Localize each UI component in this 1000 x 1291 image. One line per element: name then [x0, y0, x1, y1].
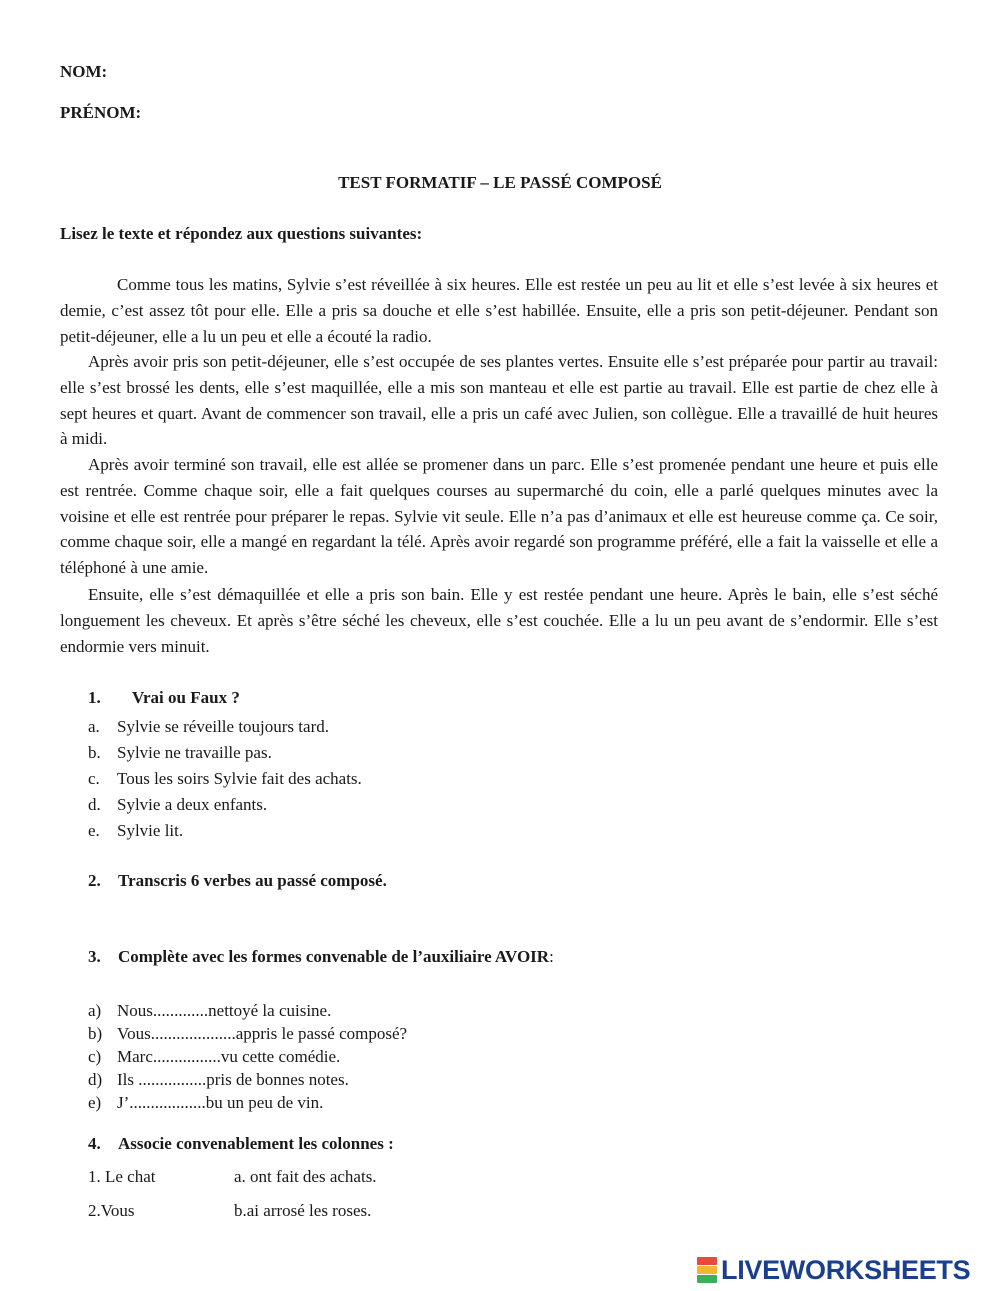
list-marker: e) [88, 1093, 102, 1112]
question-4-title: Associe convenablement les colonnes : [118, 1134, 394, 1153]
list-marker: b) [88, 1024, 103, 1043]
question-2-title: Transcris 6 verbes au passé composé. [118, 871, 387, 890]
list-item [88, 999, 407, 1022]
column-left-item-1: 1. Le chat [88, 1167, 156, 1186]
list-item [88, 714, 362, 740]
list-item [88, 818, 362, 844]
column-right-item-a: a. ont fait des achats. [234, 1167, 377, 1186]
list-item-text: J’..................bu un peu de vin. [117, 1093, 324, 1112]
page-title: TEST FORMATIF – LE PASSÉ COMPOSÉ [338, 173, 662, 192]
question-3-list [88, 999, 407, 1114]
question-2-number: 2. [88, 871, 101, 890]
text-paragraph-4-content: Ensuite, elle s’est démaquillée et elle a pris son bain. Elle y est restée pendant une heure. Après le bain, elle s’est séché longuement les cheveux. Et après s’être séché les cheveux, elle s’est couchée. Elle a lu un peu avant de s’endormir. Elle s’est endormie vers minuit. [60, 585, 938, 656]
list-item-text: Nous.............nettoyé la cuisine. [117, 1001, 332, 1020]
list-item-text: Sylvie ne travaille pas. [117, 743, 272, 762]
question-1-title: Vrai ou Faux ? [132, 688, 240, 707]
logo-bar [697, 1257, 717, 1265]
question-3-heading [88, 947, 554, 967]
question-3-number: 3. [88, 947, 101, 966]
text-paragraph-2-content: Après avoir pris son petit-déjeuner, elle s’est occupée de ses plantes vertes. Ensuite elle s’est préparée pour partir au travail: elle s’est brossé les dents, elle s’est maquillée, elle a mis son manteau et elle est partie au travail. Elle est partie de chez elle à sept heures et quart. Avant de commencer son travail, elle a pris un café avec Julien, son collègue. Elle a travaillé de huit heures à midi. [60, 352, 938, 449]
list-item [88, 1068, 407, 1091]
list-item [88, 1045, 407, 1068]
list-item-text: Sylvie lit. [117, 821, 184, 840]
text-paragraph-3-content: Après avoir terminé son travail, elle est allée se promener dans un parc. Elle s’est promenée pendant une heure et puis elle est rentrée. Comme chaque soir, elle a fait quelques courses au supermarché du coin, elle a parlé quelques minutes avec la voisine et elle est rentrée pour préparer le repas. Sylvie vit seule. Elle n’a pas d’animaux et elle est heureuse comme ça. Ce soir, comme chaque soir, elle a mangé en regardant la télé. Après avoir regardé son programme préféré, elle a fait la vaisselle et elle a téléphoné à une amie. [60, 455, 938, 578]
question-3-colon: : [549, 947, 554, 966]
list-item-text: Sylvie a deux enfants. [117, 795, 268, 814]
list-marker: d) [88, 1070, 103, 1089]
list-item-text: Marc................vu cette comédie. [117, 1047, 341, 1066]
list-item [88, 792, 362, 818]
column-right-item-b: b.ai arrosé les roses. [234, 1201, 372, 1220]
list-item-text: Sylvie se réveille toujours tard. [117, 717, 329, 736]
list-marker: b. [88, 743, 101, 762]
list-item [88, 766, 362, 792]
column-left-item-2: 2.Vous [88, 1201, 135, 1220]
question-1-list [88, 714, 362, 844]
prenom-label: PRÉNOM: [60, 103, 142, 122]
question-1-heading [88, 688, 240, 708]
logo-text: LIVEWORKSHEETS [721, 1255, 971, 1285]
list-item [88, 1091, 407, 1114]
logo-bar [697, 1275, 717, 1283]
text-paragraph-1-content: Comme tous les matins, Sylvie s’est réveillée à six heures. Elle est restée un peu au lit et elle s’est levée à six heures et demie, c’est assez tôt pour elle. Elle a pris sa douche et elle s’est habillée. Ensuite, elle a pris son petit-déjeuner. Pendant son petit-déjeuner, elle a lu un peu et elle a écouté la radio. [60, 275, 938, 346]
list-item [88, 740, 362, 766]
list-item [88, 1022, 407, 1045]
list-item-text: Vous....................appris le passé composé? [117, 1024, 408, 1043]
text-paragraph-3 [60, 452, 938, 581]
list-marker: a. [88, 717, 100, 736]
question-3-title: Complète avec les formes convenable de l’auxiliaire AVOIR [118, 947, 550, 966]
list-marker: d. [88, 795, 101, 814]
logo-bar [697, 1266, 717, 1274]
text-paragraph-2 [60, 349, 938, 452]
liveworksheets-logo [697, 1256, 970, 1284]
question-4-heading [88, 1134, 394, 1154]
nom-label: NOM: [60, 62, 108, 81]
list-marker: a) [88, 1001, 102, 1020]
text-paragraph-4 [60, 582, 938, 659]
logo-mark-icon [697, 1257, 717, 1283]
question-2-heading [88, 871, 387, 891]
question-1-number: 1. [88, 688, 101, 707]
question-4-number: 4. [88, 1134, 101, 1153]
instruction: Lisez le texte et répondez aux questions suivantes: [60, 224, 423, 243]
list-item-text: Ils ................pris de bonnes notes. [117, 1070, 349, 1089]
list-item-text: Tous les soirs Sylvie fait des achats. [117, 769, 362, 788]
list-marker: c. [88, 769, 100, 788]
list-marker: e. [88, 821, 100, 840]
text-paragraph-1 [60, 272, 938, 349]
list-marker: c) [88, 1047, 102, 1066]
